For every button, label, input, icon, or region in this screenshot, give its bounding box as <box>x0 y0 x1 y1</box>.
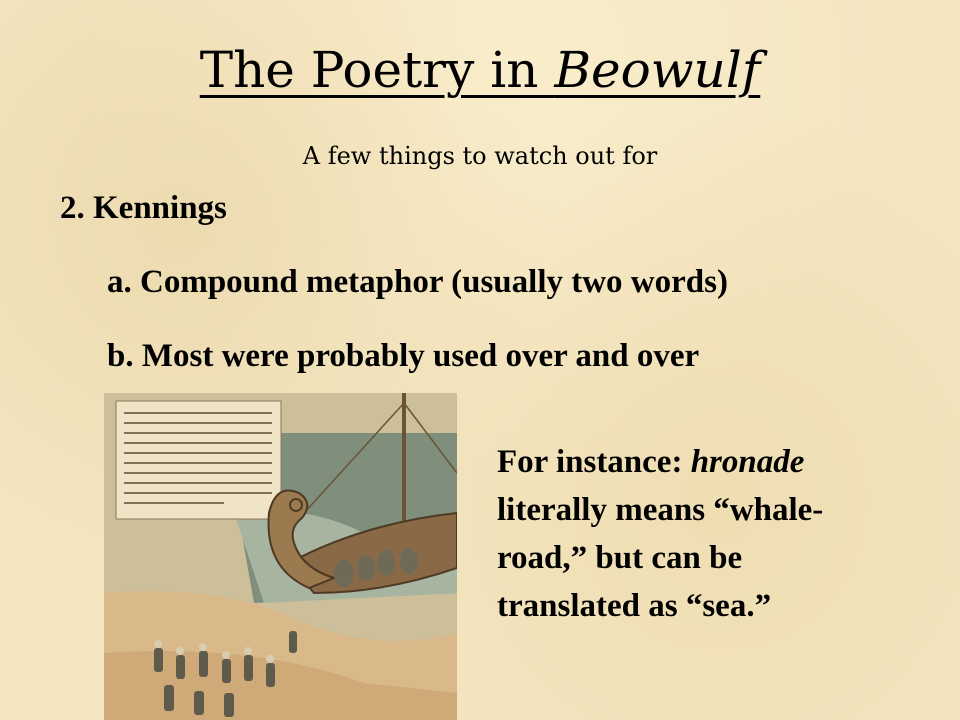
point-a: a. Compound metaphor (usually two words) <box>107 264 728 300</box>
point-b: b. Most were probably used over and over <box>107 338 700 374</box>
title-text <box>200 41 761 99</box>
section-heading: 2. Kennings <box>60 190 227 226</box>
example-line-3: translated as “sea.” <box>497 588 772 624</box>
slide-subtitle: A few things to watch out for <box>302 142 658 170</box>
example-lead: For instance: <box>497 444 691 480</box>
kenning-example <box>497 438 937 630</box>
title-emphasis: Beowulf <box>554 41 761 99</box>
title-prefix: The Poetry in <box>199 41 555 99</box>
beowulf-illustration <box>104 393 457 720</box>
slide-title <box>0 38 960 102</box>
example-line-lead <box>497 438 937 486</box>
example-line-1: literally means “whale- <box>497 492 824 528</box>
example-term: hronade <box>690 444 805 480</box>
example-line-2: road,” but can be <box>497 540 743 576</box>
ship-illustration-graphic <box>104 393 457 720</box>
